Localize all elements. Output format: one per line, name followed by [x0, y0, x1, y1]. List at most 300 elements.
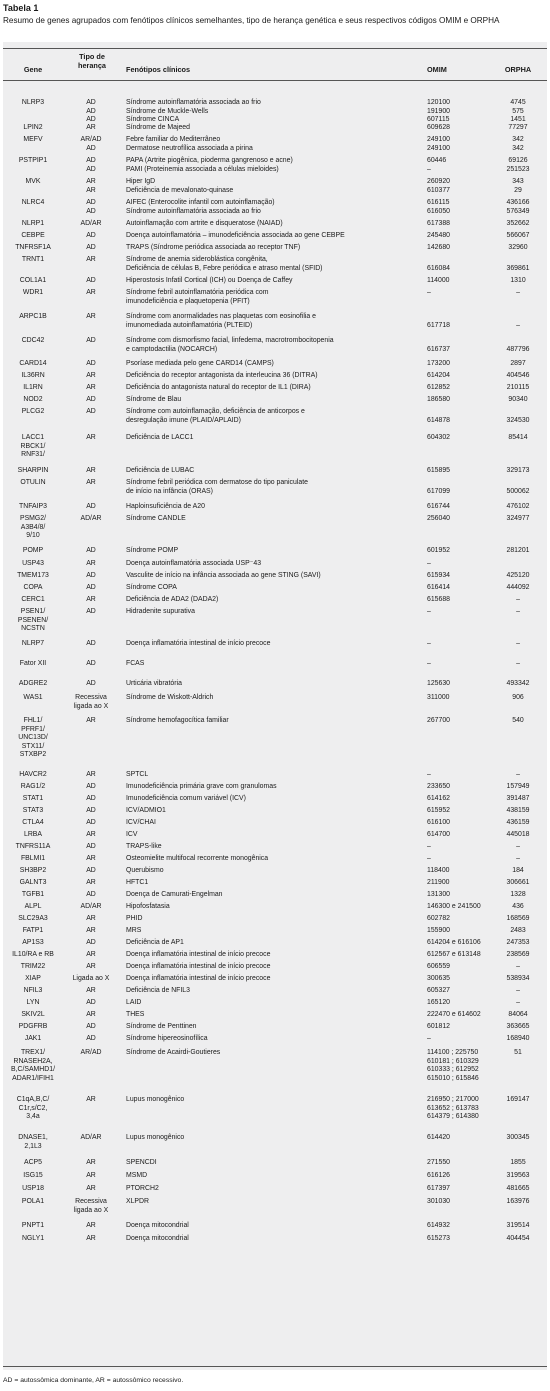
cell-fenotipo	[126, 680, 426, 689]
cell-omim	[427, 1096, 497, 1122]
cell-orpha	[489, 819, 547, 828]
cell-fenotipo-line: Osteomielite multifocal recorrente monogênica	[126, 855, 269, 862]
cell-gene-line: SH3BP2	[19, 867, 47, 874]
cell-heranca	[63, 694, 119, 711]
cell-gene-line: CTLA4	[22, 819, 44, 826]
cell-omim-line: –	[427, 560, 431, 567]
cell-omim-line: –	[427, 855, 431, 862]
cell-gene	[3, 694, 63, 703]
cell-orpha	[489, 831, 547, 840]
cell-gene-line: RNASEH2A,	[13, 1057, 53, 1065]
cell-orpha	[489, 1049, 547, 1058]
cell-heranca	[63, 372, 119, 381]
cell-gene-line: 2,1L3	[24, 1142, 42, 1150]
cell-gene-line: NLRP1	[21, 220, 45, 227]
cell-fenotipo	[126, 277, 426, 286]
header-gene: Gene	[23, 65, 43, 74]
cell-gene	[3, 1185, 63, 1194]
cell-orpha-line: –	[516, 596, 520, 603]
cell-omim	[427, 819, 497, 828]
cell-fenotipo-line: Síndrome febril periódica com dermatose do tipo paniculate	[126, 479, 308, 486]
cell-orpha-line: 251523	[506, 165, 530, 173]
cell-heranca	[63, 975, 119, 984]
header-orpha: ORPHA	[504, 65, 532, 74]
cell-orpha	[489, 360, 547, 369]
cell-fenotipo-line: Deficiência de AP1	[126, 939, 184, 946]
cell-heranca-line: AR	[86, 289, 96, 296]
cell-fenotipo-line: Doença mitocondrial	[126, 1222, 189, 1229]
cell-omim	[427, 372, 497, 381]
cell-orpha	[489, 963, 547, 972]
cell-heranca-line: AR	[86, 1222, 96, 1229]
cell-omim-line: 610377	[427, 186, 450, 194]
cell-omim	[427, 408, 497, 425]
cell-orpha-line: 445018	[506, 831, 530, 838]
cell-heranca-line: AD	[86, 819, 96, 826]
cell-fenotipo-line: PAPA (Artrite piogênica, pioderma gangrenoso e acne)	[126, 157, 293, 164]
cell-fenotipo-line: LAID	[126, 999, 142, 1006]
cell-omim-line: –	[427, 640, 431, 647]
cell-omim	[427, 596, 497, 605]
cell-gene	[3, 1172, 63, 1181]
cell-orpha-line: 1328	[510, 891, 526, 898]
cell-omim-line	[427, 408, 497, 417]
cell-fenotipo	[126, 891, 426, 900]
cell-heranca-line: AD/AR	[80, 220, 102, 227]
cell-orpha-line: 77297	[508, 124, 528, 131]
cell-omim	[427, 584, 497, 593]
cell-orpha-line: 2483	[510, 927, 526, 934]
cell-heranca	[63, 987, 119, 996]
cell-orpha	[489, 220, 547, 229]
cell-orpha-line: 436166	[506, 199, 530, 206]
cell-heranca-line: AR/AD	[80, 1049, 102, 1056]
cell-fenotipo-line: THES	[126, 1011, 145, 1018]
cell-heranca	[63, 1096, 119, 1105]
cell-omim-line	[427, 479, 497, 488]
cell-heranca-line: AR	[86, 178, 96, 185]
cell-omim-line: 615895	[427, 467, 450, 474]
cell-fenotipo	[126, 1011, 426, 1020]
cell-fenotipo-line: imunodeficiência e plaquetopenia (PFIT)	[126, 297, 250, 305]
cell-gene-line: DNASE1,	[18, 1134, 48, 1141]
cell-gene	[3, 951, 63, 960]
cell-orpha	[489, 999, 547, 1008]
cell-gene-line: TGFB1	[21, 891, 45, 898]
cell-gene-line: SKIV2L	[21, 1011, 45, 1018]
cell-fenotipo-line: Hiper IgD	[126, 178, 156, 185]
cell-heranca	[63, 855, 119, 864]
cell-orpha-line: 404546	[506, 372, 530, 379]
cell-fenotipo-line: Síndrome febril autoinflamatória periódica com	[126, 289, 269, 296]
cell-heranca	[63, 157, 119, 174]
cell-omim-line: 165120	[427, 999, 450, 1006]
cell-heranca-line: AD	[86, 244, 96, 251]
cell-heranca-line: AR	[86, 124, 96, 131]
cell-heranca	[63, 178, 119, 195]
cell-fenotipo	[126, 831, 426, 840]
cell-gene	[3, 975, 63, 984]
cell-omim-line: 614379 ; 614380	[427, 1113, 479, 1120]
cell-heranca	[63, 879, 119, 888]
cell-orpha	[489, 256, 547, 273]
cell-heranca	[63, 640, 119, 649]
cell-fenotipo-line: PAMI (Proteinemia associada a células mieloides)	[126, 165, 279, 173]
bottom-rule	[3, 1366, 547, 1367]
cell-heranca-line: AR	[86, 927, 96, 934]
cell-fenotipo	[126, 1198, 426, 1207]
cell-fenotipo	[126, 795, 426, 804]
cell-fenotipo	[126, 975, 426, 984]
cell-orpha	[489, 396, 547, 405]
cell-gene	[3, 1159, 63, 1168]
cell-heranca-line: AD	[86, 783, 96, 790]
cell-gene-line: ADGRE2	[18, 680, 48, 687]
cell-fenotipo	[126, 660, 426, 669]
cell-heranca	[63, 891, 119, 900]
cell-gene	[3, 396, 63, 405]
cell-orpha	[489, 843, 547, 852]
cell-fenotipo	[126, 434, 426, 443]
cell-omim	[427, 1172, 497, 1181]
cell-fenotipo	[126, 178, 426, 195]
cell-gene-line: CERC1	[21, 596, 45, 603]
cell-orpha-line: –	[516, 843, 520, 850]
cell-gene	[3, 360, 63, 369]
cell-fenotipo-line: Síndrome de Penttinen	[126, 1023, 197, 1030]
cell-heranca-line: AD	[86, 608, 96, 615]
cell-orpha	[489, 467, 547, 476]
cell-orpha	[489, 479, 547, 496]
cell-fenotipo	[126, 360, 426, 369]
cell-omim-line: –	[427, 843, 431, 850]
cell-fenotipo-line: Dermatose neutrofílica associada a pirina	[126, 144, 253, 152]
cell-fenotipo	[126, 479, 426, 496]
cell-omim-line: 615010 ; 615846	[427, 1074, 479, 1082]
cell-omim	[427, 891, 497, 900]
cell-gene	[3, 915, 63, 924]
cell-fenotipo-line: Síndrome hipereosinofílica	[126, 1035, 208, 1042]
cell-orpha-line: 329173	[506, 467, 530, 474]
cell-omim-line: 114000	[427, 277, 450, 284]
cell-orpha	[489, 337, 547, 354]
cell-heranca-line: AD/AR	[80, 903, 102, 910]
cell-heranca	[63, 199, 119, 216]
cell-fenotipo-line: PTORCH2	[126, 1185, 159, 1192]
cell-fenotipo-line: Lupus monogênico	[126, 1096, 185, 1103]
cell-gene-line: TRIM22	[20, 963, 46, 970]
cell-gene	[3, 795, 63, 804]
cell-gene-line: STAT3	[22, 807, 44, 814]
cell-fenotipo	[126, 560, 426, 569]
cell-omim-line: 602782	[427, 915, 450, 922]
cell-omim	[427, 503, 497, 512]
cell-heranca	[63, 1134, 119, 1143]
cell-omim	[427, 467, 497, 476]
cell-fenotipo	[126, 199, 426, 216]
cell-omim-line: –	[427, 660, 431, 667]
cell-heranca	[63, 783, 119, 792]
cell-gene	[3, 560, 63, 569]
cell-heranca-line: AR	[86, 879, 96, 886]
cell-gene	[3, 372, 63, 381]
cell-gene	[3, 408, 63, 417]
cell-fenotipo	[126, 1159, 426, 1168]
cell-omim	[427, 903, 497, 912]
cell-fenotipo	[126, 232, 426, 241]
cell-omim	[427, 1023, 497, 1032]
cell-heranca	[63, 220, 119, 229]
cell-heranca	[63, 124, 119, 133]
cell-heranca-line: AD/AR	[80, 1134, 102, 1141]
cell-orpha-line: 210115	[506, 384, 530, 391]
cell-omim	[427, 232, 497, 241]
cell-orpha-line: 487796	[506, 345, 530, 353]
cell-omim	[427, 199, 497, 216]
cell-fenotipo-line: Síndrome hemofagocítica familiar	[126, 717, 229, 724]
cell-fenotipo-line: ICV/ADMIO1	[126, 807, 166, 814]
cell-fenotipo-line: de início na infância (ORAS)	[126, 487, 213, 495]
cell-heranca-line: AR	[86, 951, 96, 958]
cell-gene	[3, 467, 63, 476]
cell-gene	[3, 1198, 63, 1207]
cell-omim-line: 610333 ; 612952	[427, 1066, 479, 1073]
cell-fenotipo	[126, 244, 426, 253]
cell-omim	[427, 515, 497, 524]
cell-orpha	[489, 178, 547, 195]
cell-omim-line: 612852	[427, 384, 450, 391]
cell-omim	[427, 680, 497, 689]
cell-orpha-line: 324530	[506, 416, 530, 424]
cell-gene	[3, 831, 63, 840]
cell-heranca-line: AR	[86, 1185, 96, 1192]
cell-gene-line: TREX1/	[20, 1049, 46, 1056]
cell-fenotipo	[126, 515, 426, 524]
cell-heranca-line: AD	[86, 640, 96, 647]
cell-omim	[427, 795, 497, 804]
cell-fenotipo-line: Autoinflamação com artrite e disqueratose (NAIAD)	[126, 220, 283, 227]
cell-orpha	[489, 680, 547, 689]
cell-gene-line: GALNT3	[19, 879, 47, 886]
cell-gene-line: FHL1/	[23, 717, 43, 724]
cell-gene-line: TNFAIP3	[19, 503, 47, 510]
header-omim: OMIM	[427, 65, 447, 74]
cell-fenotipo-line: Deficiência de NFIL3	[126, 987, 190, 994]
cell-gene-line: LYN	[26, 999, 40, 1006]
table-title: Tabela 1	[3, 3, 39, 13]
cell-orpha	[489, 783, 547, 792]
cell-orpha-line: 538934	[506, 975, 530, 982]
cell-omim-line: 120100	[427, 99, 450, 106]
cell-fenotipo-line: Hipofosfatasia	[126, 903, 170, 910]
cell-heranca	[63, 771, 119, 780]
cell-orpha-line: 566067	[506, 232, 530, 239]
cell-fenotipo-line: Haploinsuficiência de A20	[126, 503, 205, 510]
cell-heranca	[63, 337, 119, 346]
cell-fenotipo-line: SPENCDI	[126, 1159, 157, 1166]
cell-omim-line: 614932	[427, 1222, 450, 1229]
cell-orpha	[489, 855, 547, 864]
cell-orpha	[489, 289, 547, 298]
cell-orpha-line: –	[516, 660, 520, 667]
cell-gene-line: ALPL	[24, 903, 42, 910]
cell-fenotipo	[126, 596, 426, 605]
cell-heranca-line: AR	[86, 963, 96, 970]
cell-heranca	[63, 584, 119, 593]
cell-omim-line: 155900	[427, 927, 450, 934]
cell-orpha	[489, 408, 547, 425]
cell-omim-line: 615952	[427, 807, 450, 814]
cell-omim	[427, 434, 497, 443]
cell-heranca	[63, 951, 119, 960]
cell-heranca-line: AR	[86, 384, 96, 391]
cell-omim-line	[427, 256, 497, 265]
cell-fenotipo-line: imunomediada autoinflamatória (PLTEID)	[126, 321, 253, 329]
cell-fenotipo-line: Síndrome com dismorfismo facial, linfedema, macrotrombocitopenia	[126, 337, 334, 344]
cell-heranca	[63, 867, 119, 876]
cell-omim-line: 118400	[427, 867, 450, 874]
cell-omim-line: 260920	[427, 178, 450, 185]
cell-gene-line: A3B4/8/	[20, 523, 46, 531]
cell-orpha-line	[489, 479, 547, 488]
cell-omim-line: 617388	[427, 220, 450, 227]
cell-fenotipo-line: Doença mitocondrial	[126, 1235, 189, 1242]
cell-fenotipo-line: ICV	[126, 831, 138, 838]
cell-fenotipo	[126, 1049, 426, 1058]
cell-orpha	[489, 660, 547, 669]
cell-orpha-line: 342	[512, 136, 524, 143]
cell-gene-line: SHARPIN	[17, 467, 49, 474]
cell-omim	[427, 1134, 497, 1143]
cell-gene-line: PFRF1/	[21, 725, 45, 733]
cell-omim	[427, 337, 497, 354]
cell-orpha-line: –	[516, 289, 520, 296]
cell-gene-line: ADAR1/IFIH1	[12, 1074, 54, 1082]
cell-gene-line: ACP5	[23, 1159, 42, 1166]
data-table	[3, 42, 547, 1370]
cell-heranca-line: AR	[86, 987, 96, 994]
cell-orpha	[489, 608, 547, 617]
cell-fenotipo-line: Deficiência de ADA2 (DADA2)	[126, 596, 219, 603]
cell-gene	[3, 244, 63, 253]
cell-heranca	[63, 1185, 119, 1194]
cell-gene-line: TMEM173	[17, 572, 49, 579]
cell-gene	[3, 855, 63, 864]
cell-fenotipo-line: Doença inflamatória intestinal de início precoce	[126, 640, 271, 647]
cell-heranca	[63, 660, 119, 669]
cell-omim-line: –	[427, 165, 431, 173]
cell-fenotipo-line: Síndrome de anemia sideroblástica congênita,	[126, 256, 268, 263]
cell-heranca-line: AD	[86, 207, 96, 215]
cell-heranca	[63, 1049, 119, 1058]
cell-omim	[427, 384, 497, 393]
cell-fenotipo	[126, 927, 426, 936]
cell-heranca-line: Recessiva	[75, 694, 107, 701]
cell-fenotipo-line: Síndrome POMP	[126, 547, 179, 554]
cell-orpha-line: 906	[512, 694, 524, 701]
cell-fenotipo-line: Deficiência de LUBAC	[126, 467, 195, 474]
cell-gene-line: PSTPIP1	[18, 157, 48, 164]
cell-omim-line: 616050	[427, 207, 450, 215]
cell-gene-line: AP1S3	[22, 939, 44, 946]
cell-fenotipo	[126, 547, 426, 556]
cell-gene	[3, 640, 63, 649]
cell-gene-line: XIAP	[25, 975, 41, 982]
cell-gene	[3, 337, 63, 346]
cell-omim-line	[427, 337, 497, 346]
cell-gene-line: RBCK1/	[20, 442, 46, 450]
cell-orpha	[489, 879, 547, 888]
cell-omim-line: 614162	[427, 795, 450, 802]
cell-fenotipo-line: ICV/CHAI	[126, 819, 156, 826]
cell-orpha	[489, 503, 547, 512]
cell-fenotipo	[126, 855, 426, 864]
cell-gene-line: ARPC1B	[19, 313, 47, 320]
cell-heranca	[63, 1235, 119, 1244]
cell-omim-line: –	[427, 608, 431, 615]
cell-omim-line: 616414	[427, 584, 450, 591]
cell-orpha-line: 85414	[508, 434, 528, 441]
cell-heranca	[63, 360, 119, 369]
cell-omim	[427, 927, 497, 936]
cell-gene-line: 3,4a	[26, 1113, 40, 1120]
cell-heranca-line: Recessiva	[75, 1198, 107, 1205]
cell-omim-line: 606559	[427, 963, 450, 970]
cell-omim-line: 616126	[427, 1172, 450, 1179]
cell-fenotipo-line: Doença inflamatória intestinal de início precoce	[126, 951, 271, 958]
cell-gene	[3, 178, 63, 187]
cell-fenotipo-line: FCAS	[126, 660, 145, 667]
cell-omim	[427, 220, 497, 229]
cell-fenotipo-line: Deficiência do receptor antagonista da interleucina 36 (DITRA)	[126, 372, 318, 379]
cell-omim	[427, 136, 497, 153]
cell-gene-line: PSEN1/	[20, 608, 46, 615]
cell-omim	[427, 975, 497, 984]
cell-fenotipo	[126, 572, 426, 581]
cell-gene-line: PDGFRB	[18, 1023, 48, 1030]
cell-gene	[3, 232, 63, 241]
cell-orpha	[489, 891, 547, 900]
cell-fenotipo	[126, 1096, 426, 1105]
cell-orpha	[489, 515, 547, 524]
cell-fenotipo	[126, 640, 426, 649]
cell-orpha-line: 476102	[506, 503, 530, 510]
cell-omim	[427, 771, 497, 780]
cell-heranca-line: AD	[86, 232, 96, 239]
cell-fenotipo	[126, 1134, 426, 1143]
cell-heranca-line: ligada ao X	[73, 1206, 109, 1214]
cell-heranca-line: AR	[86, 372, 96, 379]
cell-gene-line: LRBA	[23, 831, 42, 838]
cell-orpha	[489, 584, 547, 593]
cell-omim-line: 131300	[427, 891, 450, 898]
cell-omim-line: 616744	[427, 503, 450, 510]
cell-heranca-line: AD	[86, 396, 96, 403]
cell-fenotipo	[126, 220, 426, 229]
cell-fenotipo	[126, 1172, 426, 1181]
cell-fenotipo	[126, 1222, 426, 1231]
cell-gene-line: COL1A1	[19, 277, 47, 284]
cell-fenotipo	[126, 256, 426, 273]
cell-fenotipo	[126, 963, 426, 972]
cell-heranca	[63, 1035, 119, 1044]
cell-orpha-line: 319514	[506, 1222, 530, 1229]
cell-gene	[3, 867, 63, 876]
cell-gene	[3, 157, 63, 166]
cell-orpha-line: –	[516, 321, 520, 329]
cell-orpha	[489, 384, 547, 393]
cell-orpha	[489, 1222, 547, 1231]
